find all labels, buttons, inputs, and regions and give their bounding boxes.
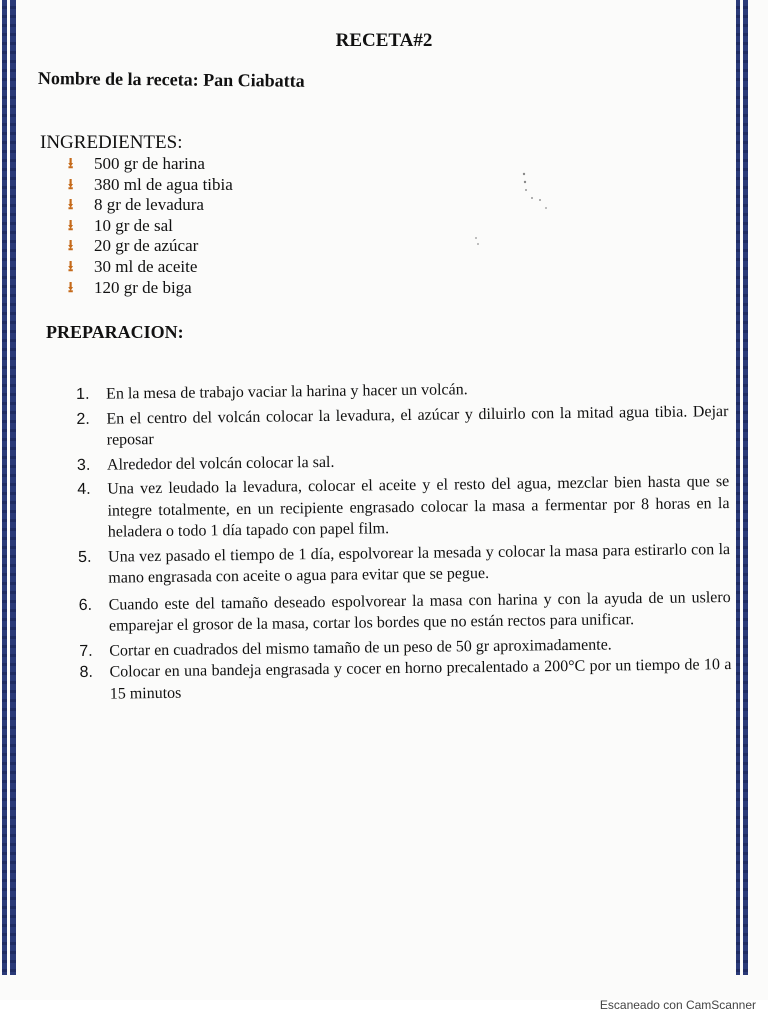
ingredient-item: ⭳ 20 gr de azúcar (68, 236, 199, 256)
step-item: 3. Alrededor del volcán colocar la sal. (76, 453, 335, 474)
step-item: 7. Cortar en cuadrados del mismo tamaño de un peso de 50 gr aproximadamente. (79, 635, 612, 660)
down-arrow-bullet-icon: ⭳ (68, 217, 74, 234)
right-page-border (736, 0, 748, 975)
ingredients-heading: INGREDIENTES: (40, 132, 183, 153)
ingredient-item: ⭳ 10 gr de sal (68, 215, 173, 235)
preparation-steps (76, 376, 732, 705)
step-item: 6. Cuando este del tamaño deseado espolvorear la masa con harina y con la ayuda de un uslero emparejar el grosor de la masa, cortar los bordes que no están rectos para unificar. (78, 588, 731, 635)
step-item: 1. En la mesa de trabajo vaciar la harina y hacer un volcán. (76, 381, 468, 403)
step-item: 5. Una vez pasado el tiempo de 1 día, espolvorear la mesada y colocar la masa para estirarlo con la mano engrasada con aceite o agua para evitar que se pegue. (78, 540, 731, 587)
ingredient-item: ⭳ 30 ml de aceite (68, 256, 198, 276)
down-arrow-bullet-icon: ⭳ (68, 258, 74, 275)
down-arrow-bullet-icon: ⭳ (68, 279, 74, 296)
down-arrow-bullet-icon: ⭳ (68, 238, 74, 255)
ingredient-item: ⭳ 500 gr de harina (68, 154, 205, 173)
down-arrow-bullet-icon: ⭳ (68, 176, 74, 193)
down-arrow-bullet-icon: ⭳ (68, 156, 74, 172)
step-item: 2. En el centro del volcán colocar la levadura, el azúcar y diluirlo con la mitad agua tibia. Dejar reposar (76, 402, 729, 449)
step-item: 4. Una vez leudado la levadura, colocar el aceite y el resto del agua, mezclar bien hasta que se integre totalmente, en un recipiente engrasado colocar la masa a fermentar por 8 horas en la heladera o todo 1 día tapado con papel film. (77, 473, 730, 541)
ingredient-item: ⭳ 120 gr de biga (68, 277, 192, 297)
preparation-heading: PREPARACION: (46, 322, 184, 342)
ingredient-item: ⭳ 8 gr de levadura (68, 195, 204, 215)
document-title: RECETA#2 (335, 30, 433, 51)
ingredients-list (68, 154, 233, 298)
step-item: 8. Colocar en una bandeja engrasada y cocer en horno precalentado a 200°C por un tiempo de 10 a 15 minutos (79, 656, 732, 703)
down-arrow-bullet-icon: ⭳ (68, 197, 74, 214)
recipe-name: Nombre de la receta: Pan Ciabatta (37, 68, 305, 91)
scan-speckle (470, 168, 560, 258)
ingredient-item: ⭳ 380 ml de agua tibia (68, 174, 233, 194)
left-page-border (2, 0, 16, 975)
camscanner-watermark: Escaneado con CamScanner (599, 998, 756, 1012)
